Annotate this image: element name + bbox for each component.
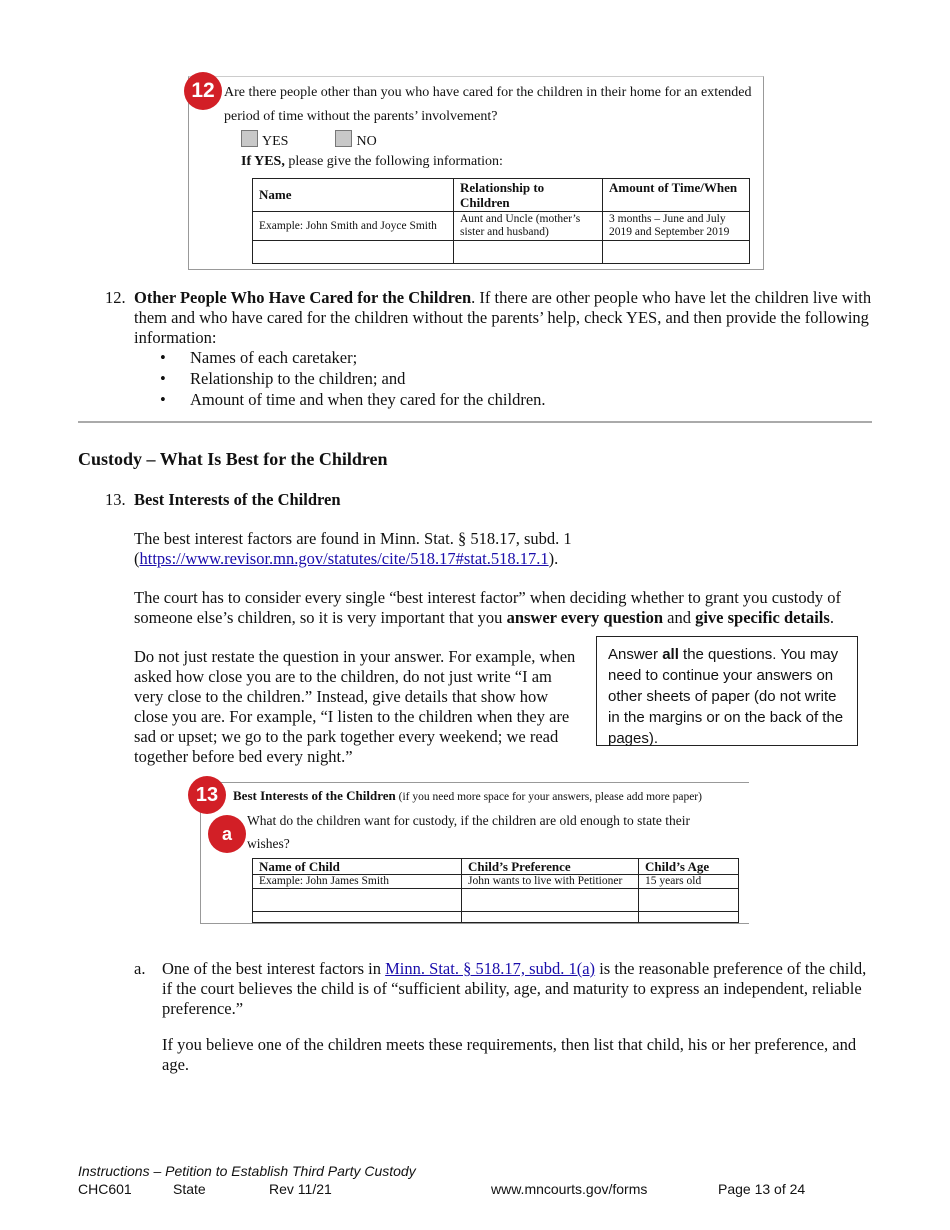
item-13a-paragraph: One of the best interest factors in Minn. Stat. § 518.17, subd. 1(a) is the reasonable preference of the child, if the court believes the child is of “sufficient ability, age, and maturity to express an independent, reliable preference.”	[162, 959, 867, 1018]
table-row	[253, 889, 739, 912]
list-item-text: Names of each caretaker;	[190, 348, 358, 367]
item-13-title: Best Interests of the Children	[134, 490, 341, 509]
question-12-badge: 12	[184, 72, 222, 110]
item-13-number: 13.	[105, 490, 126, 509]
item-12-paragraph: Other People Who Have Cared for the Children. If there are other people who have let the children live with them and who have cared for the children without the parents’ help, check YES, and then provide the following information:	[134, 288, 872, 347]
item-12-title: Other People Who Have Cared for the Children	[134, 288, 472, 307]
question-12-text: Are there people other than you who have cared for the children in their home for an extended period of time without the parents’ involvement?	[224, 85, 752, 124]
column-header-amount: Amount of Time/When	[603, 179, 750, 212]
restate-paragraph: Do not just restate the question in your answer. For example, when asked how close you are to the children, do not just write “I am very close to the children.” Instead, give details that show how close you are. For example, “I listen to the children when they are sad or upset; we go to the park together every weekend; we read together before bed every night.”	[134, 647, 576, 766]
yes-no-options: YES NO	[241, 130, 377, 150]
statute-1a-link[interactable]: Minn. Stat. § 518.17, subd. 1(a)	[385, 959, 596, 978]
factors-paragraph: The best interest factors are found in Minn. Stat. § 518.17, subd. 1 (https://www.revisor.mn.gov/statutes/cite/518.17#stat.518.17.1).	[134, 529, 572, 568]
yes-checkbox[interactable]	[241, 130, 258, 147]
question-13-title: Best Interests of the Children (if you need more space for your answers, please add more paper)	[233, 788, 702, 803]
column-header-relationship: Relationship to Children	[454, 179, 603, 212]
statute-link[interactable]: https://www.revisor.mn.gov/statutes/cite/518.17#stat.518.17.1	[139, 549, 549, 568]
section-heading: Custody – What Is Best for the Children	[78, 449, 388, 469]
table-row	[253, 912, 739, 923]
caretakers-table	[252, 178, 750, 264]
table-row: Example: John James Smith John wants to live with Petitioner 15 years old	[253, 875, 739, 889]
footer-page-number: Page 13 of 24	[718, 1181, 806, 1197]
question-13a-badge: a	[208, 815, 246, 853]
no-checkbox[interactable]	[335, 130, 352, 147]
list-item: •	[160, 390, 166, 409]
item-13a-letter: a.	[134, 959, 146, 978]
answer-all-callout: Answer all the questions. You may need to continue your answers on other sheets of paper (do not write in the margins or on the back of the pages).	[596, 636, 858, 746]
list-item-text: Relationship to the children; and	[190, 369, 406, 388]
footer-form-number: CHC601	[78, 1181, 132, 1197]
column-header-name: Name	[253, 179, 454, 212]
consider-paragraph: The court has to consider every single “best interest factor” when deciding whether to grant you custody of someone else’s children, so it is very important that you answer every question and give specific details.	[134, 588, 841, 627]
question-13-badge: 13	[188, 776, 226, 814]
footer-revision: Rev 11/21	[269, 1181, 332, 1197]
table-row	[253, 241, 750, 264]
column-header-preference: Child’s Preference	[462, 859, 639, 875]
if-yes-instruction: If YES, please give the following information:	[241, 154, 503, 169]
table-header-row	[253, 859, 739, 875]
footer-state: State	[173, 1181, 206, 1197]
table-header-row	[253, 179, 750, 212]
footer-title: Instructions – Petition to Establish Third Party Custody	[78, 1163, 416, 1179]
item-13a-paragraph-2: If you believe one of the children meets these requirements, then list that child, his or her preference, and age.	[162, 1035, 857, 1074]
section-divider	[78, 421, 872, 423]
footer-url: www.mncourts.gov/forms	[491, 1181, 648, 1197]
column-header-age: Child’s Age	[639, 859, 739, 875]
table-row: Example: John Smith and Joyce Smith Aunt and Uncle (mother’s sister and husband) 3 months – June and July 2019 and September 2019	[253, 212, 750, 241]
list-item-text: Amount of time and when they cared for the children.	[190, 390, 546, 409]
list-item: •	[160, 348, 166, 367]
question-13a-text: What do the children want for custody, if the children are old enough to state their wishes?	[247, 813, 690, 851]
item-12-number: 12.	[105, 288, 126, 307]
list-item: •	[160, 369, 166, 388]
column-header-child-name: Name of Child	[253, 859, 462, 875]
child-preference-table	[252, 858, 739, 923]
